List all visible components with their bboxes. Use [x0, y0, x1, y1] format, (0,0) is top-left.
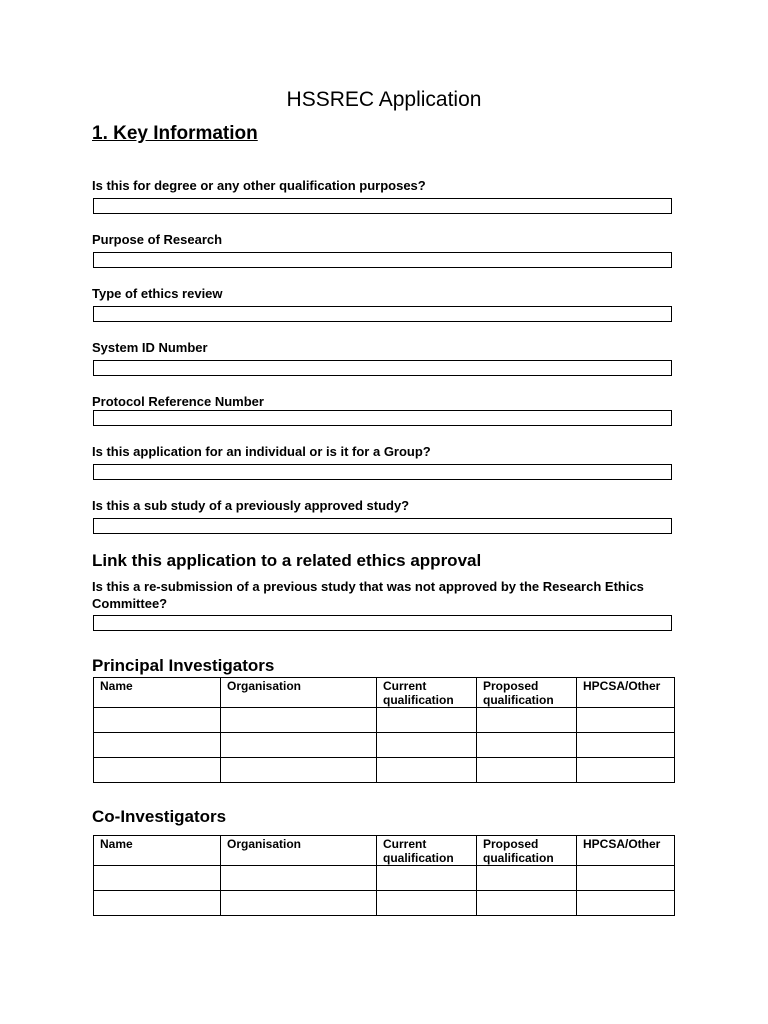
- field-label-system-id: System ID Number: [92, 340, 208, 355]
- section-title: 1. Key Information: [92, 123, 258, 144]
- qualification-purpose-field[interactable]: [93, 198, 672, 214]
- table-cell[interactable]: [577, 758, 675, 783]
- system-id-field[interactable]: [93, 360, 672, 376]
- table-header-row: [94, 836, 675, 866]
- field-label-sub-study: Is this a sub study of a previously approved study?: [92, 498, 410, 513]
- table-cell[interactable]: [577, 866, 675, 891]
- field-label-resubmission: Is this a re-submission of a previous study that was not approved by the Research Ethics Committee?: [92, 579, 644, 611]
- table-cell[interactable]: [477, 758, 577, 783]
- table-cell[interactable]: [94, 891, 221, 916]
- table-cell[interactable]: [94, 708, 221, 733]
- resubmission-field[interactable]: [93, 615, 672, 631]
- protocol-reference-field[interactable]: [93, 410, 672, 426]
- table-cell[interactable]: [221, 708, 377, 733]
- column-header-organisation: Organisation: [221, 836, 377, 866]
- document-title: HSSREC Application: [286, 88, 482, 111]
- table-cell[interactable]: [577, 708, 675, 733]
- table-cell[interactable]: [377, 866, 477, 891]
- co-investigators-table: [93, 835, 675, 916]
- column-header-current-qualification: Current qualification: [377, 678, 477, 708]
- field-label-qualification-purpose: Is this for degree or any other qualification purposes?: [92, 178, 426, 193]
- table-cell[interactable]: [577, 891, 675, 916]
- table-cell[interactable]: [477, 733, 577, 758]
- field-label-protocol-reference: Protocol Reference Number: [92, 394, 264, 409]
- table-row: [94, 758, 675, 783]
- table-cell[interactable]: [221, 866, 377, 891]
- sub-study-field[interactable]: [93, 518, 672, 534]
- column-header-proposed-qualification: Proposed qualification: [477, 836, 577, 866]
- field-label-purpose-of-research: Purpose of Research: [92, 232, 223, 247]
- individual-or-group-field[interactable]: [93, 464, 672, 480]
- ethics-review-type-field[interactable]: [93, 306, 672, 322]
- co-investigators-heading: Co-Investigators: [92, 807, 227, 826]
- table-cell[interactable]: [94, 733, 221, 758]
- table-cell[interactable]: [377, 891, 477, 916]
- table-cell[interactable]: [221, 891, 377, 916]
- principal-investigators-table: [93, 677, 675, 783]
- column-header-name: Name: [94, 678, 221, 708]
- column-header-proposed-qualification: Proposed qualification: [477, 678, 577, 708]
- column-header-hpcsa-other: HPCSA/Other: [577, 678, 675, 708]
- table-cell[interactable]: [221, 733, 377, 758]
- table-row: [94, 891, 675, 916]
- table-header-row: [94, 678, 675, 708]
- table-row: [94, 733, 675, 758]
- table-cell[interactable]: [94, 866, 221, 891]
- table-cell[interactable]: [477, 866, 577, 891]
- table-cell[interactable]: [477, 708, 577, 733]
- table-cell[interactable]: [377, 733, 477, 758]
- link-approval-heading: Link this application to a related ethics approval: [92, 551, 482, 570]
- purpose-of-research-field[interactable]: [93, 252, 672, 268]
- column-header-current-qualification: Current qualification: [377, 836, 477, 866]
- table-row: [94, 866, 675, 891]
- field-label-individual-or-group: Is this application for an individual or is it for a Group?: [92, 444, 431, 459]
- column-header-organisation: Organisation: [221, 678, 377, 708]
- table-cell[interactable]: [377, 758, 477, 783]
- table-cell[interactable]: [477, 891, 577, 916]
- field-label-ethics-review-type: Type of ethics review: [92, 286, 223, 301]
- table-row: [94, 708, 675, 733]
- table-cell[interactable]: [577, 733, 675, 758]
- table-cell[interactable]: [221, 758, 377, 783]
- column-header-name: Name: [94, 836, 221, 866]
- column-header-hpcsa-other: HPCSA/Other: [577, 836, 675, 866]
- table-cell[interactable]: [94, 758, 221, 783]
- table-cell[interactable]: [377, 708, 477, 733]
- principal-investigators-heading: Principal Investigators: [92, 656, 275, 675]
